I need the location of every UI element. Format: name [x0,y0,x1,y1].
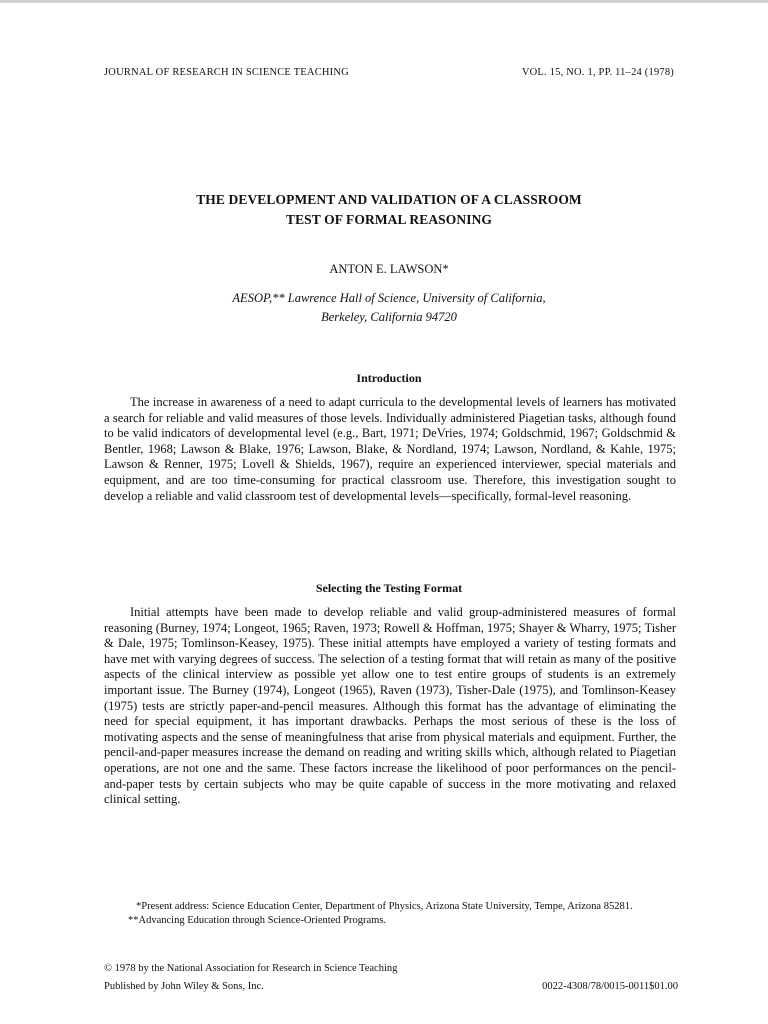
publisher-line [104,981,678,992]
section-heading-testing-format: Selecting the Testing Format [315,581,463,595]
affiliation-line-2: Berkeley, California 94720 [321,310,457,324]
title-line-1: THE DEVELOPMENT AND VALIDATION OF A CLASSROOM [196,192,582,207]
publisher-name: Published by John Wiley & Sons, Inc. [104,981,264,992]
footnote-aesop: **Advancing Education through Science-Oriented Programs. [128,915,387,926]
volume-info: VOL. 15, NO. 1, PP. 11–24 (1978) [521,67,674,78]
copyright-line: © 1978 by the National Association for Research in Science Teaching [104,963,398,974]
introduction-paragraph: The increase in awareness of a need to adapt curricula to the developmental levels of learners has motivated a search for reliable and valid measures of those levels. Individually administered Piagetian tasks, although found to be valid indicators of developmental level (e.g., Bart, 1971; DeVries, 1974; Goldschmid, 1967; Goldschmid & Bentler, 1968; Lawson & Blake, 1976; Lawson, Blake, & Nordland, 1974; Lawson, Nordland, & Kahle, 1975; Lawson & Renner, 1975; Lovell & Shields, 1967), require an experienced interviewer, special materials and equipment, and are too time-consuming for practical classroom use. Therefore, this investigation sought to develop a reliable and valid classroom test of developmental levels—specifically, formal-level reasoning. [104,395,676,503]
author-name: ANTON E. LAWSON* [329,262,449,276]
title-line-2: TEST OF FORMAL REASONING [285,212,493,227]
article-code: 0022-4308/78/0015-0011$01.00 [542,981,678,992]
journal-name: JOURNAL OF RESEARCH IN SCIENCE TEACHING [104,67,349,78]
page-top-edge [0,0,768,3]
footnote-present-address: *Present address: Science Education Center, Department of Physics, Arizona State University, Tempe, Arizona 85281. [136,901,633,912]
testing-format-paragraph: Initial attempts have been made to develop reliable and valid group-administered measures of formal reasoning (Burney, 1974; Longeot, 1965; Raven, 1973; Rowell & Hoffman, 1975; Shayer & Wharry, 1975; Tisher & Dale, 1975; Tomlinson-Keasey, 1975). These initial attempts have employed a variety of testing formats and have met with varying degrees of success. The selection of a testing format that will retain as many of the positive aspects of the clinical interview as possible yet allow one to test entire groups of students is an extremely important issue. The Burney (1974), Longeot (1965), Raven (1973), Tisher-Dale (1975), and Tomlinson-Keasey (1975) tests are strictly paper-and-pencil measures. Although this format has the advantage of eliminating the need for special equipment, it has important drawbacks. Perhaps the most serious of these is the loss of motivating aspects and the sense of meaningfulness that arise from physical materials and equipment. Further, the pencil-and-paper measures increase the demand on reading and writing skills which, although related to Piagetian operations, are not one and the same. These factors increase the likelihood of poor performances on the pencil-and-paper tests by certain subjects who may be quite capable of success in the more motivating and relaxed clinical setting. [104,605,676,807]
running-head [104,67,674,78]
author-affiliation [100,289,678,327]
article-title [100,190,678,230]
footnotes [104,900,676,928]
section-heading-introduction: Introduction [356,371,422,385]
affiliation-line-1: AESOP,** Lawrence Hall of Science, University of California, [232,291,546,305]
